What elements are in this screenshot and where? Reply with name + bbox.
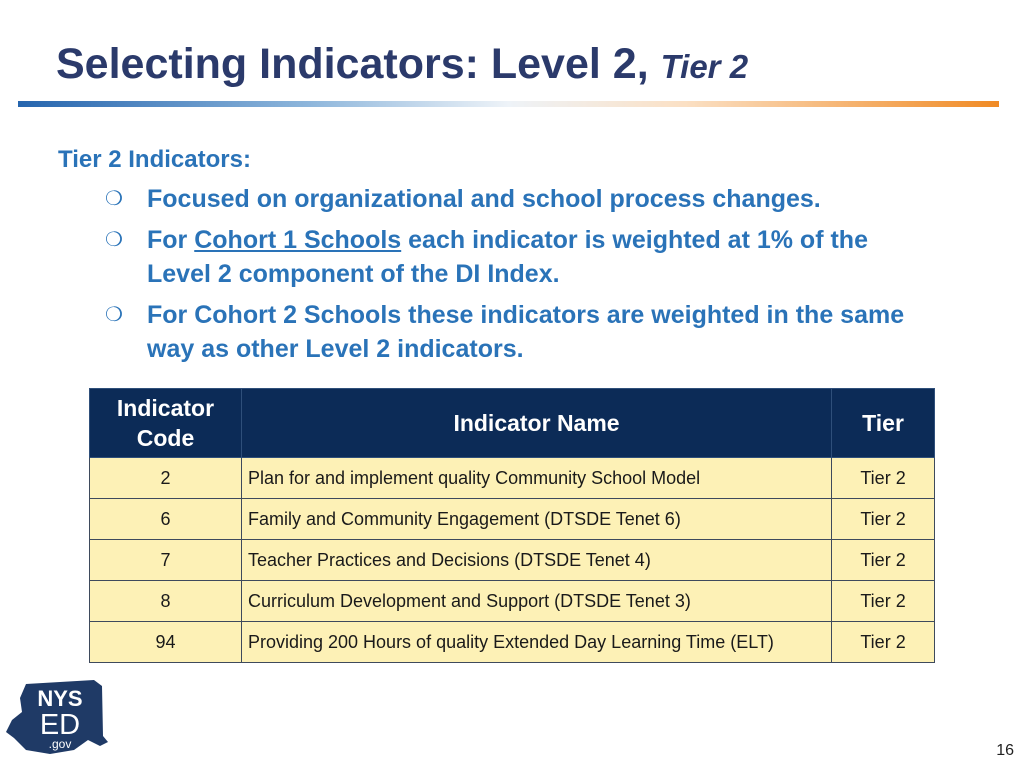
bullet-text: Focused on organizational and school process changes. (147, 185, 821, 213)
circle-bullet-icon: ❍ (105, 229, 123, 251)
cell-code: 94 (90, 622, 242, 663)
title-main: Selecting Indicators: Level 2, (56, 40, 649, 88)
title-subtitle: Tier 2 (660, 48, 749, 85)
table-row (90, 458, 935, 499)
indicator-table (89, 388, 935, 663)
cell-tier: Tier 2 (832, 499, 935, 540)
bullet-list (105, 182, 925, 373)
header-indicator-name: Indicator Name (241, 389, 831, 458)
cell-code: 8 (90, 581, 242, 622)
cell-tier: Tier 2 (832, 581, 935, 622)
cell-name: Family and Community Engagement (DTSDE Tenet 6) (241, 499, 831, 540)
bullet-item (105, 223, 925, 291)
logo-text-nys: NYS (37, 686, 83, 711)
logo-text-gov: .gov (48, 737, 72, 751)
table-header-row (90, 389, 935, 458)
title-divider (18, 101, 999, 107)
header-indicator-code: Indicator Code (90, 389, 242, 458)
cell-tier: Tier 2 (832, 458, 935, 499)
page-number: 16 (996, 742, 1014, 759)
bullet-text: For Cohort 2 Schools these indicators are weighted in the same way as other Level 2 indicators. (147, 301, 905, 363)
cell-name: Plan for and implement quality Community School Model (241, 458, 831, 499)
table-row (90, 540, 935, 581)
logo-text-ed: ED (39, 709, 81, 741)
cell-code: 7 (90, 540, 242, 581)
table-row (90, 581, 935, 622)
cell-code: 6 (90, 499, 242, 540)
slide-title (56, 40, 748, 89)
section-heading: Tier 2 Indicators: (58, 146, 251, 173)
cell-tier: Tier 2 (832, 540, 935, 581)
bullet-item (105, 182, 925, 216)
circle-bullet-icon: ❍ (105, 304, 123, 326)
cell-tier: Tier 2 (832, 622, 935, 663)
table-row (90, 499, 935, 540)
bullet-text-pre: For (147, 226, 188, 254)
bullet-item (105, 298, 925, 366)
cell-name: Curriculum Development and Support (DTSDE Tenet 3) (241, 581, 831, 622)
cell-code: 2 (90, 458, 242, 499)
cell-name: Teacher Practices and Decisions (DTSDE Tenet 4) (241, 540, 831, 581)
bullet-text-post: each indicator is weighted at 1% of the Level 2 component of the DI Index. (147, 226, 868, 288)
circle-bullet-icon: ❍ (105, 188, 123, 210)
nysed-logo (4, 676, 110, 758)
cell-name: Providing 200 Hours of quality Extended Day Learning Time (ELT) (241, 622, 831, 663)
header-tier: Tier (832, 389, 935, 458)
cohort-1-schools-link[interactable]: Cohort 1 Schools (194, 226, 402, 254)
table-row (90, 622, 935, 663)
